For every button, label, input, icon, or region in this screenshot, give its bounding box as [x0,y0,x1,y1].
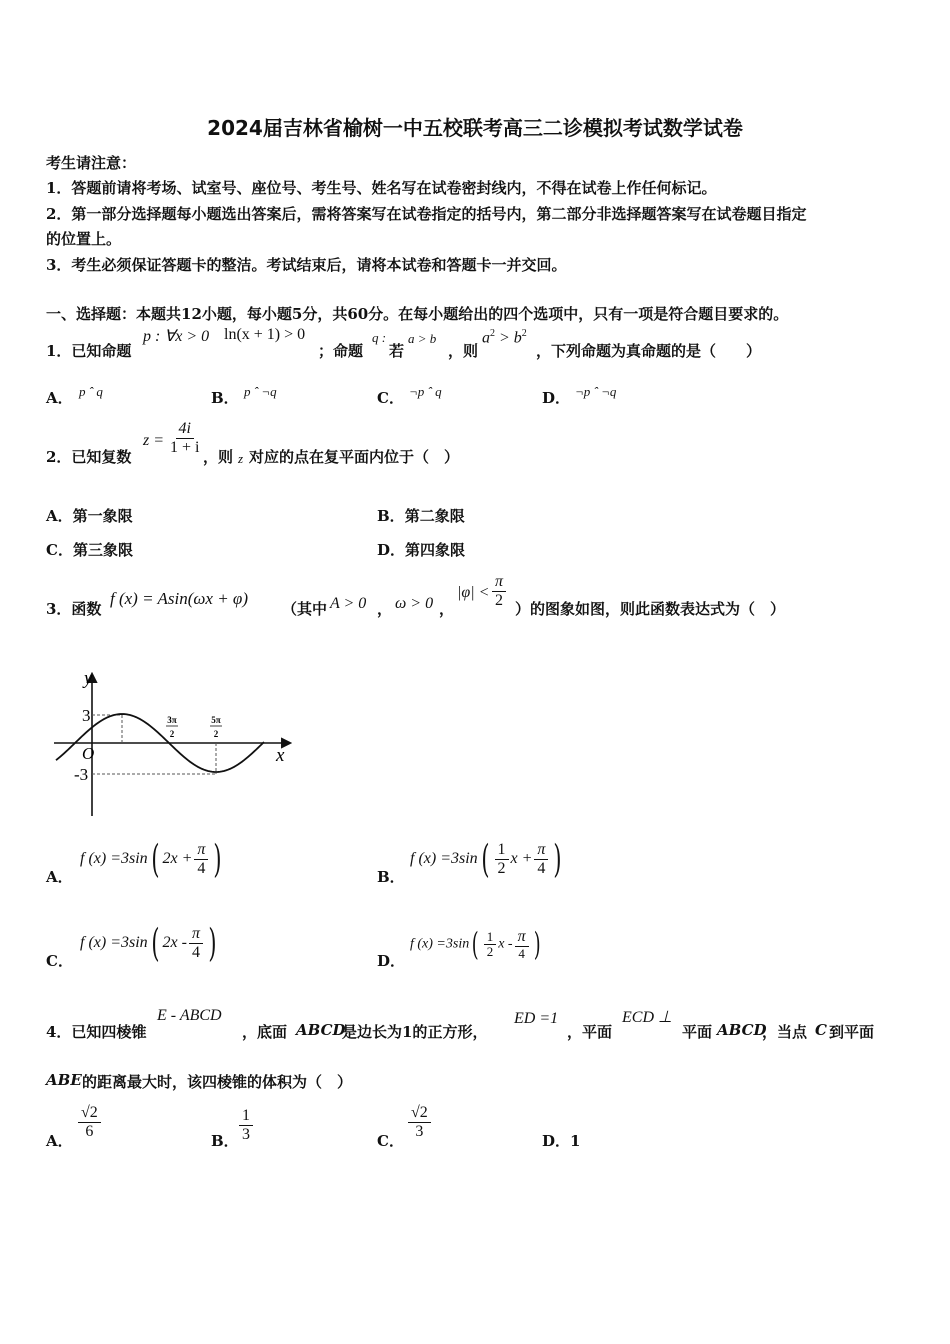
q1-option-b-label[interactable]: B． [211,389,239,407]
q1-option-d[interactable]: ¬p ˆ ¬q [575,384,617,399]
q4-t2: 是边长为1的正方形， [342,1023,488,1041]
q3-d-one: 1 [484,930,497,945]
q3-pi-fraction [490,573,508,609]
q3-two: 2 [495,591,503,609]
notice-heading: 考生请注意： [46,154,137,172]
q4-t1: ，底面 [242,1023,288,1041]
q2-prefix: 2．已知复数 [46,448,132,466]
q3-option-b-label[interactable]: B． [377,868,405,886]
q3-c-lparen: ( [151,921,160,965]
q3-c-rparen: ) [208,921,217,965]
graph-tick-3pi-den: 2 [169,729,175,739]
q2-option-c-label: C． [46,541,73,559]
q4-t4: 平面 [682,1023,713,1041]
q4-a-num: √2 [78,1104,101,1123]
q2-tail: 对应的点在复平面内位于（ ） [249,448,460,466]
notice-item-2-cont: 的位置上。 [46,230,122,248]
q2-num: 4i [176,420,194,439]
q4-ed: ED =1 [514,1010,559,1027]
q4-abcd2: ABCD [717,1021,767,1039]
q1-mid: ；命题 [318,342,364,360]
q3-d-four: 4 [518,945,525,961]
q3-b-lparen: ( [481,837,490,881]
q3-a-lparen: ( [151,837,160,881]
q1-option-c[interactable]: ¬p ˆ q [409,384,442,399]
q1-q-label: q : [372,330,387,345]
q1-then: ，则 [448,342,479,360]
q3-option-b[interactable] [410,837,565,881]
q2-option-d[interactable] [377,539,465,560]
q3-option-d[interactable] [410,925,543,964]
q4-t6: 到平面 [829,1023,875,1041]
q2-option-c[interactable] [46,539,133,560]
q1-ln-expr: ln(x + 1) > 0 [224,326,306,343]
q3-c2: ω > 0 [395,595,434,612]
q3-tail: ）的图象如图，则此函数表达式为（ ） [515,600,786,618]
q3-d-two: 2 [486,943,494,959]
q4-pyr: E - ABCD [157,1007,222,1024]
q2-option-b[interactable] [377,505,465,526]
q3-c1: A > 0 [330,595,367,612]
q4-t5: ，当点 [762,1023,808,1041]
q3-c-inner: 2x - [162,934,187,951]
q4-c-den: 3 [415,1122,424,1140]
q4-c-num: √2 [408,1104,431,1123]
q4-t3: ，平面 [567,1023,613,1041]
q3-d-pi: π [515,928,529,947]
q4-abcd: ABCD [296,1021,346,1039]
q2-option-b-text: 第二象限 [404,507,465,525]
q3-a-pi: π [194,841,208,860]
q3-option-c[interactable] [80,921,220,965]
q4-option-c-label[interactable]: C． [377,1132,404,1150]
q3-c3: |φ| < [457,584,490,601]
q1-sq-b: > b [495,329,522,347]
q3-c-pi: π [189,925,203,944]
q4-a-den: 6 [85,1122,94,1140]
notice-item-2: 2．第一部分选择题每小题选出答案后，需将答案写在试卷指定的括号内，第二部分非选择题答案写在试卷题目指定 [46,205,807,223]
graph-tick-3pi-num: 3π [167,715,177,725]
q1-prefix: 1．已知命题 [46,342,132,360]
q3-prefix: 3．函数 [46,600,102,618]
q3-a-four: 4 [197,859,206,877]
q3-comma1: ， [377,600,393,618]
q4-option-a-label[interactable]: A． [46,1132,73,1150]
q3-func: f (x) = Asin(ωx + φ) [110,589,248,608]
q2-option-c-text: 第三象限 [72,541,133,559]
q3-b-four: 4 [537,859,546,877]
q2-z-eq: z = [143,432,165,449]
graph-tick-5pi-num: 5π [211,715,221,725]
q4-line2: 的距离最大时，该四棱锥的体积为（ ） [82,1073,353,1091]
graph-x-label: x [276,745,285,766]
q2-option-b-label: B． [377,507,405,525]
graph-y-min-label: -3 [74,765,89,784]
q3-b-pi: π [534,841,548,860]
q3-b-one: 1 [495,841,509,860]
q2-fraction [165,420,204,456]
q2-option-a-text: 第一象限 [72,507,133,525]
q3-c-four: 4 [191,943,200,961]
q2-option-d-text: 第四象限 [405,541,466,559]
q1-p-expr: p : ∀x > 0 [143,328,210,345]
q3-d-lhs: f (x) =3sin [410,936,470,952]
q3-d-rparen: ) [533,925,541,964]
q2-option-a-label: A． [46,507,73,525]
q1-option-a[interactable]: p ˆ q [79,384,103,399]
q4-option-d[interactable] [542,1130,580,1151]
page-title: 2024届吉林省榆树一中五校联考高三二诊模拟考试数学试卷 [207,116,743,140]
q3-option-a[interactable] [80,837,225,881]
q3-a-rparen: ) [213,837,222,881]
q4-option-c[interactable] [406,1104,433,1140]
q4-option-d-label: D． [542,1132,571,1150]
q3-cond-open: （其中 [282,600,328,618]
q3-b-rparen: ) [553,837,562,881]
q3-c-lhs: f (x) =3sin [80,934,148,951]
graph-y-label: y [84,668,93,689]
q1-tail: ，下列命题为真命题的是（ ） [536,342,762,360]
notice-item-1: 1．答题前请将考场、试室号、座位号、考生号、姓名写在试卷密封线内，不得在试卷上作任何标记。 [46,179,717,197]
q4-ecd: ECD ⊥ [622,1009,672,1026]
q3-pi: π [492,573,506,592]
section-heading: 一、选择题：本题共12小题，每小题5分，共60分。在每小题给出的四个选项中，只有一项是符合题目要求的。 [46,305,789,323]
q2-z: z [238,451,244,466]
q3-d-lparen: ( [472,925,479,964]
q3-a-lhs: f (x) =3sin [80,850,148,867]
q3-option-a-label[interactable]: A． [46,868,73,886]
q3-comma2: ， [439,600,455,618]
q4-option-b[interactable] [237,1107,255,1143]
q2-mid: ，则 [203,448,234,466]
q3-b-two: 2 [497,859,506,877]
q2-den: 1 + i [170,438,200,456]
q3-b-inner: x + [510,850,533,867]
q4-option-d-text: 1 [570,1132,581,1150]
q3-a-inner: 2x + [162,850,193,867]
graph-origin-label: O [82,744,95,763]
q1-sq-a: a [482,329,490,347]
q1-ab-expr: a > b [408,331,437,346]
q1-square-expr [482,328,527,347]
q1-sup-a: 2 [490,328,495,339]
q4-abe: ABE [46,1071,82,1089]
q1-option-d-label[interactable]: D． [542,389,571,407]
q3-d-inner: x - [498,936,513,952]
q4-b-den: 3 [242,1125,250,1143]
q1-option-a-label[interactable]: A． [46,389,73,407]
q3-sine-graph [50,660,300,820]
q4-option-a[interactable] [76,1104,103,1140]
q4-c: C [815,1021,827,1039]
q1-option-c-label[interactable]: C． [377,389,404,407]
q1-option-b[interactable]: p ˆ ¬q [244,384,277,399]
q2-option-a[interactable] [46,505,133,526]
q3-option-c-label[interactable]: C． [46,952,73,970]
q4-b-num: 1 [239,1107,253,1126]
notice-item-3: 3．考生必须保证答题卡的整洁。考试结束后，请将本试卷和答题卡一并交回。 [46,256,567,274]
graph-y-max-label: 3 [82,706,91,725]
q4-prefix: 4．已知四棱锥 [46,1023,147,1041]
q4-option-b-label[interactable]: B． [211,1132,239,1150]
q1-sup-b: 2 [521,328,527,339]
q1-if: 若 [389,342,405,360]
q3-b-lhs: f (x) =3sin [410,850,478,867]
graph-tick-5pi-den: 2 [213,729,219,739]
q2-option-d-label: D． [377,541,406,559]
q3-option-d-label[interactable]: D． [377,952,406,970]
